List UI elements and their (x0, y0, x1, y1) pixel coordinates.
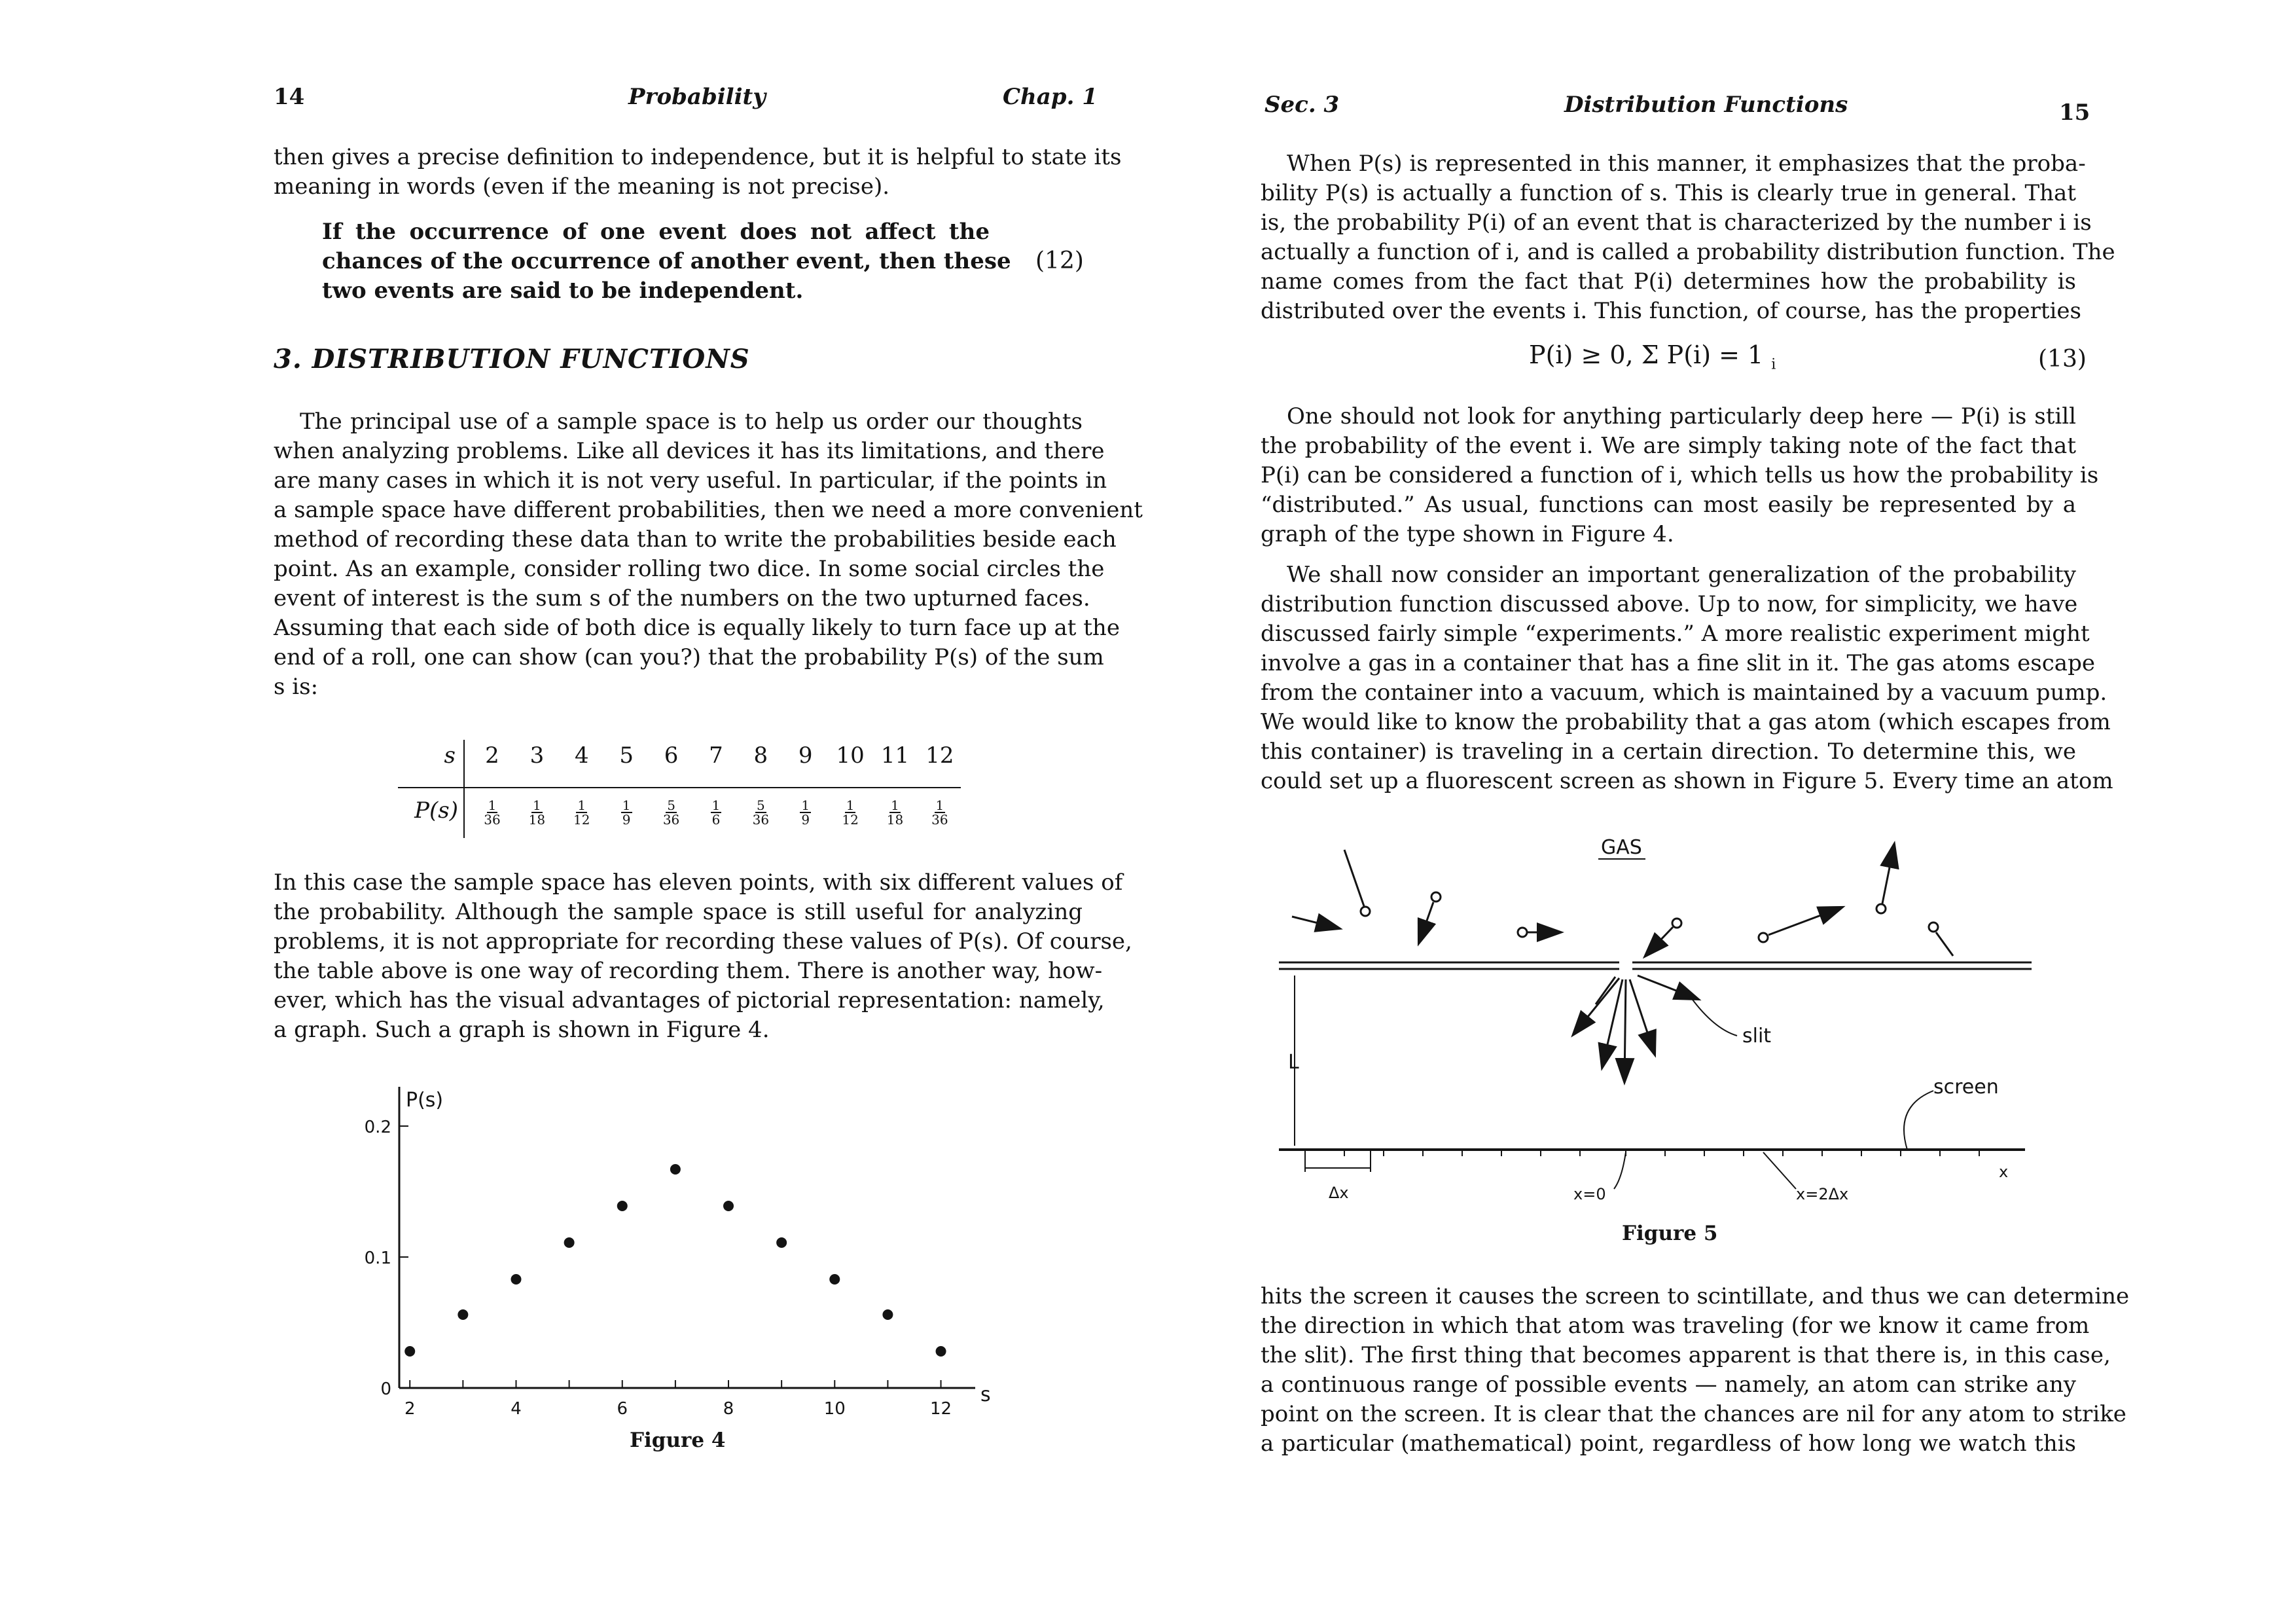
atom-arrow (1645, 927, 1673, 956)
text-line: distributed over the events i. This function, of course, has the properties (1261, 298, 2081, 324)
statement-line: chances of the occurrence of another event, then these (322, 248, 1011, 274)
text-line: is, the probability P(i) of an event that is characterized by the number i is (1261, 210, 2092, 236)
data-point (670, 1164, 681, 1175)
text-line: point. As an example, consider rolling two dice. In some social circles the (274, 556, 1105, 582)
table-p-value (922, 799, 958, 826)
text-line: s is: (274, 674, 319, 700)
dx-label: Δx (1329, 1184, 1349, 1202)
statement-line: two events are said to be independent. (322, 278, 804, 304)
x0-label: x=0 (1573, 1185, 1606, 1203)
text-line: the slit). The first thing that becomes apparent is that there is, in this case, (1261, 1342, 2111, 1368)
data-point (617, 1201, 628, 1211)
s-values-row (474, 742, 958, 769)
atom-arrow (1768, 907, 1842, 935)
text-line: One should not look for anything particularly deep here — P(i) is still (1287, 403, 2076, 429)
text-line: We shall now consider an important generalization of the probability (1287, 562, 2076, 588)
section-label: Sec. 3 (1265, 92, 1340, 118)
figure-4-chart (340, 1074, 995, 1440)
figure-5-diagram (1279, 831, 2038, 1224)
data-point (457, 1309, 468, 1320)
x-tick-label: 6 (617, 1399, 628, 1419)
text-line: P(i) can be considered a function of i, which tells us how the probability is (1261, 462, 2099, 488)
data-point (776, 1237, 787, 1248)
y-tick-label: 0.2 (364, 1118, 391, 1137)
figure-5-caption: Figure 5 (1622, 1222, 1718, 1245)
table-p-value (474, 799, 511, 826)
paragraph-2 (1261, 402, 2099, 549)
text-line: discussed fairly simple “experiments.” A more realistic experiment might (1261, 621, 2090, 647)
text-line: hits the screen it causes the screen to scintillate, and thus we can determine (1261, 1283, 2130, 1309)
text-line: then gives a precise definition to independence, but it is helpful to state its (274, 144, 1122, 170)
table-p-value (608, 799, 645, 826)
fraction-numerator: 1 (801, 797, 810, 813)
chapter-label: Chap. 1 (1003, 84, 1098, 110)
text-line: the table above is one way of recording them. There is another way, how- (274, 958, 1103, 984)
atom (1876, 904, 1886, 913)
fraction-numerator: 1 (891, 797, 899, 813)
slit-pointer (1685, 989, 1737, 1036)
table-p-value (832, 799, 869, 826)
text-line: the probability of the event i. We are simply taking note of the fact that (1261, 433, 2076, 459)
fraction-denominator: 9 (801, 812, 810, 828)
data-point (829, 1274, 840, 1285)
right-page (1148, 0, 2296, 1623)
y-tick-label: 0 (380, 1379, 391, 1399)
text-line: when analyzing problems. Like all devices it has its limitations, and there (274, 438, 1105, 464)
paragraph-4 (1261, 1282, 2130, 1459)
fraction-numerator: 5 (667, 797, 675, 813)
fraction-denominator: 12 (573, 812, 590, 828)
fraction-numerator: 1 (533, 797, 541, 813)
section-title: 3. DISTRIBUTION FUNCTIONS (274, 344, 750, 374)
atom (1759, 933, 1768, 942)
text-line: this container) is traveling in a certain direction. To determine this, we (1261, 739, 2076, 765)
atom (1518, 928, 1527, 937)
equation-13 (1529, 340, 1776, 373)
text-line: bility P(s) is actually a function of s. This is clearly true in general. That (1261, 180, 2076, 206)
data-point (936, 1346, 946, 1357)
table-divider-vertical (463, 740, 465, 838)
table-p-value (742, 799, 779, 826)
running-title: Distribution Functions (1564, 92, 1848, 118)
text-line: In this case the sample space has eleven points, with six different values of (274, 869, 1123, 896)
slit-label: slit (1742, 1025, 1772, 1048)
table-s-value: 9 (798, 742, 813, 769)
table-p-value (653, 799, 690, 826)
fraction-numerator: 1 (622, 797, 631, 813)
x-tick-label: 10 (823, 1399, 846, 1419)
atom-trail (1936, 932, 1953, 956)
data-point (723, 1201, 734, 1211)
atom-arrow (1292, 917, 1339, 928)
statement-line: If the occurrence of one event does not affect the (322, 219, 990, 245)
text-line: are many cases in which it is not very useful. In particular, if the points in (274, 467, 1107, 494)
probability-table (398, 740, 961, 838)
y-axis-label: P(s) (406, 1089, 444, 1112)
fraction-denominator: 18 (528, 812, 546, 828)
data-point (564, 1237, 575, 1248)
text-line: We would like to know the probability that a gas atom (which escapes from (1261, 709, 2111, 735)
fraction-numerator: 1 (846, 797, 855, 813)
text-line: The principal use of a sample space is to help us order our thoughts (300, 409, 1083, 435)
fraction-denominator: 36 (752, 812, 770, 828)
gas-atoms (1292, 845, 1953, 956)
fraction-numerator: 1 (935, 797, 944, 813)
fraction-denominator: 12 (842, 812, 859, 828)
table-s-value: 7 (709, 742, 723, 769)
text-line: ever, which has the visual advantages of pictorial representation: namely, (274, 987, 1105, 1013)
text-line: from the container into a vacuum, which is maintained by a vacuum pump. (1261, 680, 2108, 706)
table-divider-horizontal (398, 787, 961, 788)
x-tick-label: 8 (723, 1399, 734, 1419)
atom (1431, 892, 1441, 902)
x2dx-pointer (1763, 1152, 1796, 1189)
page-number: 14 (274, 84, 305, 110)
table-p-value (877, 799, 914, 826)
text-line: method of recording these data than to write the probabilities beside each (274, 526, 1117, 553)
table-label-ps: P(s) (414, 797, 458, 824)
paragraph-1 (274, 407, 1143, 702)
table-s-value: 8 (753, 742, 768, 769)
running-title: Probability (628, 84, 766, 110)
equation-text: P(i) ≥ 0, Σ P(i) = 1 (1529, 340, 1764, 369)
atom (1929, 922, 1938, 932)
text-line: problems, it is not appropriate for recording these values of P(s). Of course, (274, 928, 1132, 955)
escape-arrow (1630, 979, 1655, 1054)
escape-arrow (1602, 979, 1623, 1067)
escape-arrow (1624, 979, 1626, 1082)
x-axis-label: s (980, 1383, 991, 1406)
gas-label: GAS (1601, 836, 1642, 859)
data-point (404, 1346, 415, 1357)
table-p-value (698, 799, 734, 826)
fraction-numerator: 1 (488, 797, 497, 813)
atom-trail (1344, 850, 1364, 906)
table-s-value: 6 (664, 742, 679, 769)
table-p-value (564, 799, 600, 826)
text-line: graph of the type shown in Figure 4. (1261, 521, 1674, 547)
statement-number: (12) (1035, 247, 1084, 274)
intro-paragraph (274, 143, 1122, 202)
paragraph-2 (274, 868, 1132, 1045)
text-line: the probability. Although the sample space is still useful for analyzing (274, 899, 1083, 925)
table-s-value: 5 (619, 742, 634, 769)
text-line: “distributed.” As usual, functions can most easily be represented by a (1261, 492, 2076, 518)
text-line: a continuous range of possible events — namely, an atom can strike any (1261, 1372, 2076, 1398)
text-line: could set up a fluorescent screen as shown in Figure 5. Every time an atom (1261, 768, 2113, 794)
fraction-numerator: 1 (577, 797, 586, 813)
x0-pointer (1614, 1152, 1626, 1189)
figure-4-caption: Figure 4 (630, 1429, 726, 1452)
independence-statement (322, 217, 1011, 306)
x-tick-label: 12 (930, 1399, 952, 1419)
fraction-denominator: 9 (622, 812, 631, 828)
text-line: distribution function discussed above. Up to now, for simplicity, we have (1261, 591, 2078, 617)
text-line: actually a function of i, and is called a probability distribution function. The (1261, 239, 2115, 265)
data-point (511, 1274, 521, 1285)
fraction-numerator: 1 (711, 797, 721, 813)
text-line: point on the screen. It is clear that the chances are nil for any atom to strike (1261, 1401, 2126, 1427)
table-s-value: 12 (925, 742, 954, 769)
fraction-numerator: 5 (756, 797, 765, 813)
data-point (882, 1309, 893, 1320)
container-wall (1279, 962, 2032, 969)
p-values-row (474, 799, 958, 826)
text-line: Assuming that each side of both dice is equally likely to turn face up at the (274, 615, 1120, 641)
table-s-value: 3 (529, 742, 545, 769)
escape-trail (1596, 977, 1615, 1004)
text-line: end of a roll, one can show (can you?) that the probability P(s) of the sum (274, 644, 1104, 670)
escaping-atoms (1573, 976, 1698, 1082)
L-label: L (1288, 1051, 1299, 1074)
screen-ticks (1305, 1150, 1979, 1172)
screen-label: screen (1933, 1076, 1999, 1099)
atom (1672, 919, 1681, 928)
paragraph-1 (1261, 149, 2115, 326)
text-line: a particular (mathematical) point, regardless of how long we watch this (1261, 1431, 2076, 1457)
paragraph-3 (1261, 560, 2113, 796)
table-s-value: 10 (836, 742, 865, 769)
atom (1361, 907, 1370, 916)
text-line: name comes from the fact that P(i) determines how the probability is (1261, 268, 2076, 295)
x-tick-label: 2 (404, 1399, 416, 1419)
y-tick-label: 0.1 (364, 1249, 391, 1268)
fraction-denominator: 36 (484, 812, 501, 828)
equation-number: (13) (2038, 346, 2087, 373)
table-s-value: 2 (485, 742, 499, 769)
text-line: the direction in which that atom was traveling (for we know it came from (1261, 1313, 2090, 1339)
page-number: 15 (2059, 100, 2090, 126)
table-s-value: 4 (574, 742, 589, 769)
text-line: When P(s) is represented in this manner, it emphasizes that the proba- (1287, 151, 2086, 177)
text-line: event of interest is the sum s of the numbers on the two upturned faces. (274, 585, 1090, 611)
fraction-denominator: 18 (886, 812, 904, 828)
text-line: meaning in words (even if the meaning is not precise). (274, 173, 890, 200)
fraction-denominator: 6 (711, 812, 721, 828)
text-line: a graph. Such a graph is shown in Figure 4. (274, 1017, 770, 1043)
atom-arrow (1882, 845, 1894, 903)
atom-arrow (1419, 902, 1433, 943)
x2dx-label: x=2Δx (1796, 1185, 1849, 1203)
fraction-denominator: 36 (931, 812, 948, 828)
equation-subscript: i (1771, 356, 1776, 373)
x-tick-label: 4 (511, 1399, 522, 1419)
screen-pointer (1904, 1091, 1933, 1150)
x-axis-label: x (1999, 1163, 2009, 1181)
text-line: a sample space have different probabilities, then we need a more convenient (274, 497, 1143, 523)
table-label-s: s (444, 742, 456, 769)
table-p-value (787, 799, 824, 826)
text-line: involve a gas in a container that has a fine slit in it. The gas atoms escape (1261, 650, 2095, 676)
fraction-denominator: 36 (662, 812, 680, 828)
table-p-value (518, 799, 555, 826)
table-s-value: 11 (880, 742, 910, 769)
